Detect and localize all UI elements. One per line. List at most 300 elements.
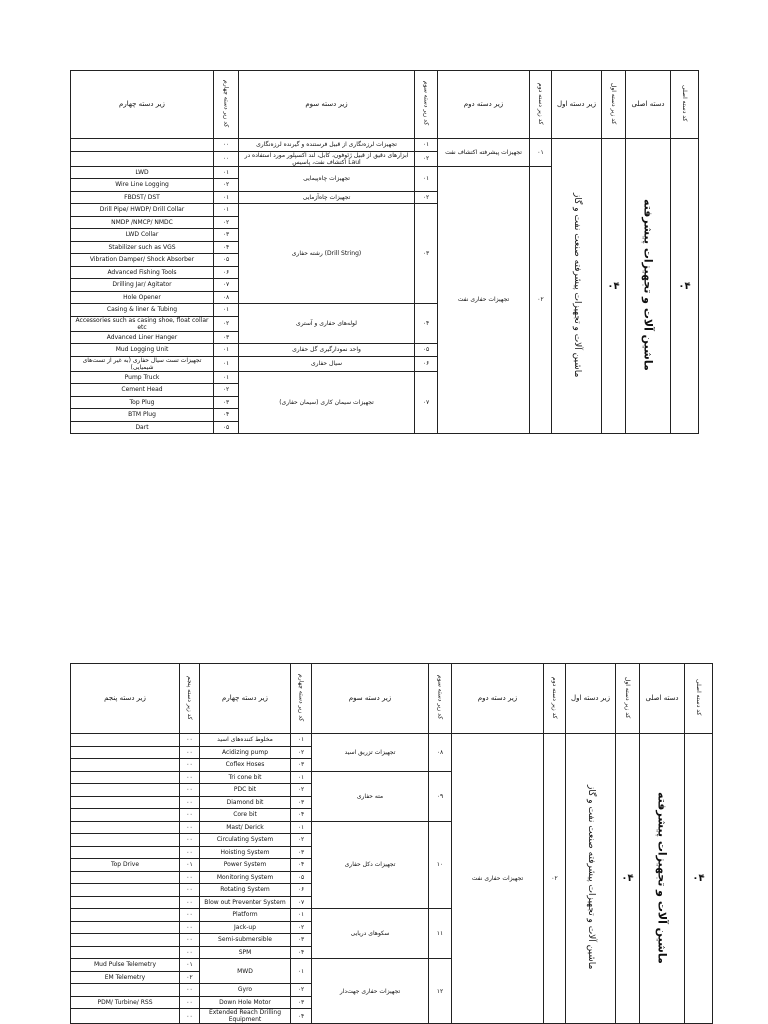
header-main-code-text: کد دسته اصلی xyxy=(681,85,688,122)
code4-cell xyxy=(291,909,312,922)
sub4-cell-text: Rotating System xyxy=(220,886,270,894)
code3-cell xyxy=(415,356,438,371)
sub4-cell-text: Casing & liner & Tubing xyxy=(106,306,178,314)
sub4-cell xyxy=(71,409,214,422)
sub4-cell-text: Platform xyxy=(232,911,258,919)
sub3-cell xyxy=(239,166,415,191)
code3-cell-text: ۰۵ xyxy=(422,346,430,354)
code4-cell xyxy=(291,871,312,884)
sub5-cell xyxy=(71,784,180,797)
sub4-cell-text: Coflex Hoses xyxy=(225,761,265,769)
sub4-cell xyxy=(200,821,291,834)
sub1-cell xyxy=(566,734,616,1024)
header-code5-text: کد زیر دسته پنجم xyxy=(186,675,193,720)
code3-cell-text: ۰۶ xyxy=(422,360,430,367)
header-sub1-text: زیر دسته اول xyxy=(557,100,596,108)
sub4-cell-text: NMDP /NMCP/ NMDC xyxy=(111,218,173,226)
code4-cell-text: ۰۴ xyxy=(297,811,305,819)
code4-cell-text: ۰۵ xyxy=(222,423,230,431)
sub3-cell-text: سکوهای دریایی xyxy=(350,930,390,937)
code4-cell xyxy=(214,254,239,267)
code5-cell xyxy=(180,896,200,909)
code4-cell xyxy=(291,759,312,772)
code5-cell-text: ۰۰ xyxy=(186,761,193,769)
code3-cell xyxy=(415,151,438,166)
code3-cell xyxy=(415,204,438,304)
code5-cell xyxy=(180,871,200,884)
code4-cell-text: ۰۳ xyxy=(297,761,305,769)
code4-cell-text: ۰۳ xyxy=(222,398,230,406)
header-code5 xyxy=(180,664,200,734)
code1-cell-text: ۰۴ xyxy=(621,873,634,884)
code5-cell xyxy=(180,809,200,822)
sub4-cell xyxy=(200,846,291,859)
code5-cell-text: ۰۰ xyxy=(186,736,193,744)
header-code4 xyxy=(291,664,312,734)
sub4-cell-text: Dart xyxy=(135,423,149,431)
header-code4-text: کد زیر دسته چهارم xyxy=(222,79,230,128)
sub4-cell xyxy=(71,216,214,229)
sub5-cell xyxy=(71,759,180,772)
sub4-cell xyxy=(200,921,291,934)
sub4-cell-text: Advanced Liner Hanger xyxy=(106,333,178,341)
main-cat-cell-text: ماشین آلات و تجهیزات پیشرفته xyxy=(641,199,655,371)
sub5-cell-text: PDM/ Turbine/ RSS xyxy=(97,998,153,1006)
code5-cell-text: ۰۰ xyxy=(186,886,193,894)
sub5-cell xyxy=(71,884,180,897)
code4-cell-text: ۰۲ xyxy=(297,923,305,931)
sub4-cell-text: Advanced Fishing Tools xyxy=(107,268,177,276)
code4-cell xyxy=(214,204,239,217)
code4-cell-text: ۰۵ xyxy=(297,873,305,881)
code4-cell xyxy=(291,784,312,797)
sub4-cell-text: BTM Plug xyxy=(128,411,156,419)
sub1-cell-text: ماشین آلات و تجهیزات پیشرفته صنعت نفت و گاز xyxy=(586,785,596,970)
code2-cell-text: ۰۲ xyxy=(551,875,558,882)
code3-cell-text: ۰۱ xyxy=(422,141,430,149)
sub4-cell xyxy=(71,356,214,371)
sub4-cell xyxy=(71,396,214,409)
sub4-cell xyxy=(71,384,214,397)
code4-cell-text: ۰۴ xyxy=(297,861,305,869)
sub4-cell-text: FBDST/ DST xyxy=(124,193,160,201)
header-code3-text: کد زیر دسته سوم xyxy=(422,81,430,126)
sub3-cell xyxy=(239,191,415,204)
code4-cell xyxy=(214,421,239,434)
code4-cell-text: ۰۲ xyxy=(222,320,230,327)
code5-cell xyxy=(180,971,200,984)
sub4-cell-text: Vibration Damper/ Shock Absorber xyxy=(89,256,195,264)
code5-cell-text: ۰۰ xyxy=(186,898,193,906)
sub2-cell-text: تجهیزات پیشرفته اکتشاف نفت xyxy=(445,148,522,156)
sub3-cell-text: ابزارهای دقیق از قبیل ژئوفون، کابل، لند اکسپلور مورد استفاده در اکتشاف نفت، پاسیس Laul xyxy=(244,151,409,166)
code5-cell-text: ۰۰ xyxy=(186,923,193,931)
header-code4-text: کد زیر دسته چهارم xyxy=(297,673,305,722)
code4-cell xyxy=(291,946,312,959)
sub3-cell xyxy=(239,204,415,304)
sub4-cell-text: Core bit xyxy=(233,811,257,819)
code4-cell xyxy=(291,934,312,947)
sub3-cell-text: لوله‌های حفاری و آستری xyxy=(296,320,357,327)
sub4-cell xyxy=(71,304,214,317)
header-code2-text: کد زیر دسته دوم xyxy=(537,82,544,125)
header-sub1 xyxy=(552,71,602,139)
code4-cell xyxy=(291,771,312,784)
code5-cell xyxy=(180,959,200,972)
header-main-text: دسته اصلی xyxy=(645,694,679,702)
code3-cell xyxy=(415,191,438,204)
code4-cell-text: ۰۳ xyxy=(297,936,305,944)
sub4-cell xyxy=(200,959,291,984)
main-cat-cell-text: ماشین آلات و تجهیزات پیشرفته xyxy=(655,791,669,964)
code4-cell-text: ۰۱ xyxy=(222,373,230,381)
header-code1-text: کد زیر دسته اول xyxy=(610,82,617,125)
sub4-cell xyxy=(71,229,214,242)
sub3-cell xyxy=(239,356,415,371)
sub2-cell-text: تجهیزات حفاری نفت xyxy=(457,296,510,304)
header-main-code xyxy=(671,71,699,139)
sub3-cell-text: تجهیزات تزریق اسید xyxy=(344,748,396,756)
code4-cell xyxy=(291,896,312,909)
code4-cell xyxy=(214,331,239,344)
code4-cell-text: ۰۲ xyxy=(297,748,305,756)
sub4-cell xyxy=(200,896,291,909)
sub4-cell xyxy=(200,809,291,822)
code4-cell-text: ۰۷ xyxy=(297,898,305,906)
sub5-cell xyxy=(71,959,180,972)
code5-cell xyxy=(180,946,200,959)
sub3-cell xyxy=(239,139,415,152)
code5-cell-text: ۰۰ xyxy=(186,948,193,956)
code3-cell-text: ۱۰ xyxy=(436,861,444,869)
header-mainCode xyxy=(685,664,713,734)
header-sub5 xyxy=(71,664,180,734)
code4-cell xyxy=(291,821,312,834)
code4-cell-text: ۰۱ xyxy=(297,736,305,744)
sub4-cell-text: Circulating System xyxy=(216,836,274,844)
code4-cell-text: ۰۲ xyxy=(222,386,230,394)
sub5-cell xyxy=(71,946,180,959)
code4-cell xyxy=(214,151,239,166)
sub4-cell-text: Hole Opener xyxy=(123,293,161,301)
code4-cell xyxy=(214,139,239,152)
sub4-cell-text: Power System xyxy=(223,861,267,869)
code4-cell-text: ۰۳ xyxy=(297,848,305,856)
sub3-cell xyxy=(312,959,429,1024)
sub4-cell-text: Diamond bit xyxy=(226,798,264,806)
code4-cell xyxy=(291,846,312,859)
code4-cell-text: ۰۰ xyxy=(222,155,230,162)
header-sub3-text: زیر دسته سوم xyxy=(305,100,348,108)
header-code1 xyxy=(602,71,626,139)
header-code3-text: کد زیر دسته سوم xyxy=(436,675,444,720)
sub1-cell-text: ماشین آلات و تجهیزات پیشرفته صنعت نفت و گاز xyxy=(572,192,582,378)
sub5-cell xyxy=(71,909,180,922)
code4-cell-text: ۰۲ xyxy=(297,836,305,844)
code3-cell-text: ۰۴ xyxy=(422,320,430,327)
code4-cell xyxy=(214,384,239,397)
code1-cell xyxy=(602,139,626,434)
code3-cell-text: ۱۱ xyxy=(436,930,444,937)
sub4-cell xyxy=(200,984,291,997)
code5-cell-text: ۰۰ xyxy=(186,848,193,856)
code4-cell-text: ۰۵ xyxy=(222,256,230,264)
code4-cell xyxy=(214,216,239,229)
sub4-cell xyxy=(71,139,214,152)
code2-cell xyxy=(530,166,552,434)
sub5-cell xyxy=(71,734,180,747)
sub2-cell xyxy=(438,139,530,167)
code5-cell xyxy=(180,921,200,934)
code4-cell xyxy=(291,734,312,747)
code4-cell xyxy=(291,834,312,847)
header-sub1 xyxy=(566,664,616,734)
sub4-cell-text: Cement Head xyxy=(121,386,163,394)
header-main-text: دسته اصلی xyxy=(631,100,665,108)
code4-cell-text: ۰۲ xyxy=(222,181,230,189)
code4-cell-text: ۰۱ xyxy=(222,206,230,214)
header-sub5-text: زیر دسته پنجم xyxy=(104,694,146,702)
sub4-cell xyxy=(71,191,214,204)
sub5-cell xyxy=(71,834,180,847)
sub5-cell xyxy=(71,871,180,884)
sub4-cell-text: MWD xyxy=(237,967,253,975)
sub4-cell-text: SPM xyxy=(238,948,252,956)
sub4-cell-text: LWD Collar xyxy=(125,231,159,239)
code4-cell xyxy=(214,344,239,357)
code3-cell xyxy=(415,166,438,191)
sub4-cell xyxy=(200,734,291,747)
sub3-cell xyxy=(312,821,429,909)
code5-cell xyxy=(180,909,200,922)
sub4-cell xyxy=(71,166,214,179)
sub4-cell xyxy=(200,771,291,784)
code4-cell xyxy=(214,266,239,279)
header-sub2 xyxy=(452,664,544,734)
code1-cell xyxy=(616,734,640,1024)
sub4-cell-text: Stabilizer such as VGS xyxy=(108,243,176,251)
code4-cell xyxy=(214,409,239,422)
code5-cell xyxy=(180,734,200,747)
main-code-cell xyxy=(685,734,713,1024)
code5-cell-text: ۰۰ xyxy=(186,748,193,756)
sub5-cell xyxy=(71,771,180,784)
sub5-cell xyxy=(71,821,180,834)
code5-cell-text: ۰۰ xyxy=(186,836,193,844)
code3-cell-text: ۰۲ xyxy=(422,155,430,162)
code4-cell xyxy=(291,809,312,822)
code4-cell xyxy=(214,166,239,179)
code3-cell-text: ۰۳ xyxy=(422,250,430,257)
code3-cell xyxy=(429,734,452,772)
code3-cell xyxy=(415,371,438,434)
sub3-cell xyxy=(312,909,429,959)
code5-cell-text: ۰۰ xyxy=(186,986,193,994)
sub4-cell-text: Acidizing pump xyxy=(221,748,269,756)
header-code2-text: کد زیر دسته دوم xyxy=(551,676,558,719)
header-sub4 xyxy=(71,71,214,139)
sub4-cell-text: Tri cone bit xyxy=(228,773,262,781)
sub3-cell-text: تجهیزات حفاری جهت‌دار xyxy=(339,987,401,995)
sub3-cell xyxy=(239,304,415,344)
sub4-cell-text: Pump Truck xyxy=(124,373,160,381)
code4-cell xyxy=(291,959,312,984)
sub5-cell xyxy=(71,921,180,934)
sub3-cell-text: تجهیزات چاه‌پیمایی xyxy=(303,175,350,182)
sub4-cell xyxy=(71,266,214,279)
code4-cell xyxy=(291,1009,312,1024)
code5-cell xyxy=(180,834,200,847)
sub4-cell xyxy=(200,884,291,897)
sub4-cell-text: Extended Reach Drilling Equipment xyxy=(208,1009,282,1023)
code3-cell-text: ۰۷ xyxy=(422,398,430,406)
code5-cell xyxy=(180,759,200,772)
sub4-cell xyxy=(200,834,291,847)
sub4-cell-text: PDC bit xyxy=(233,786,257,794)
code5-cell-text: ۰۰ xyxy=(186,823,193,831)
code2-cell-text: ۰۱ xyxy=(537,148,544,156)
header-sub4-text: زیر دسته چهارم xyxy=(222,694,268,702)
code3-cell xyxy=(429,909,452,959)
code4-cell-text: ۰۱ xyxy=(222,346,230,354)
sub4-cell xyxy=(200,996,291,1009)
code3-cell xyxy=(429,821,452,909)
sub4-cell xyxy=(200,1009,291,1024)
code3-cell xyxy=(415,344,438,357)
sub4-cell xyxy=(200,909,291,922)
code4-cell-text: ۰۲ xyxy=(222,218,230,226)
sub4-cell xyxy=(200,871,291,884)
code5-cell xyxy=(180,784,200,797)
sub2-cell-text: تجهیزات حفاری نفت xyxy=(471,875,524,882)
code4-cell xyxy=(291,884,312,897)
code4-cell xyxy=(291,921,312,934)
sub5-cell-text: Mud Pulse Telemetry xyxy=(93,961,156,969)
code3-cell xyxy=(415,304,438,344)
sub3-cell-text: رشته حفاری (Drill String) xyxy=(291,250,362,257)
sub3-cell-text: سیال حفاری xyxy=(310,360,343,367)
code4-cell-text: ۰۳ xyxy=(297,998,305,1006)
sub3-cell xyxy=(239,344,415,357)
code5-cell-text: ۰۰ xyxy=(186,936,193,944)
main-code-cell-text: ۰۴ xyxy=(678,280,691,292)
sub4-cell xyxy=(200,759,291,772)
header-code3 xyxy=(415,71,438,139)
code3-cell-text: ۰۹ xyxy=(436,792,444,800)
sub4-cell xyxy=(200,746,291,759)
code5-cell xyxy=(180,846,200,859)
code5-cell-text: ۰۰ xyxy=(186,1012,193,1020)
header-code2 xyxy=(530,71,552,139)
code5-cell xyxy=(180,771,200,784)
code5-cell-text: ۰۰ xyxy=(186,998,193,1006)
code4-cell-text: ۰۳ xyxy=(297,798,305,806)
code4-cell-text: ۰۳ xyxy=(222,231,230,239)
code4-cell-text: ۰۱ xyxy=(297,911,305,919)
code5-cell xyxy=(180,859,200,872)
header-main xyxy=(626,71,671,139)
code5-cell-text: ۰۰ xyxy=(186,811,193,819)
sub5-cell xyxy=(71,859,180,872)
sub4-cell xyxy=(200,796,291,809)
sub3-cell-text: تجهیزات دکل حفاری xyxy=(344,861,396,869)
sub4-cell xyxy=(71,241,214,254)
code4-cell-text: ۰۶ xyxy=(222,268,230,276)
code5-cell-text: ۰۰ xyxy=(186,773,193,781)
code4-cell xyxy=(291,796,312,809)
sub3-cell-text: واحد نمودارگیری گل حفاری xyxy=(292,346,361,354)
sub5-cell xyxy=(71,1009,180,1024)
code4-cell xyxy=(291,984,312,997)
category-table-2 xyxy=(70,663,713,1024)
sub5-cell xyxy=(71,896,180,909)
code2-cell xyxy=(530,139,552,167)
code5-cell-text: ۰۰ xyxy=(186,911,193,919)
sub4-cell-text: Jack-up xyxy=(234,923,256,931)
code4-cell-text: ۰۱ xyxy=(222,306,230,314)
code5-cell xyxy=(180,1009,200,1024)
sub4-cell-text: Hoisting System xyxy=(220,848,270,856)
sub4-cell-text: مخلوط کننده‌های اسید xyxy=(217,736,273,744)
sub5-cell xyxy=(71,746,180,759)
code4-cell-text: ۰۴ xyxy=(222,243,230,251)
sub4-cell xyxy=(71,421,214,434)
code4-cell xyxy=(214,191,239,204)
code4-cell xyxy=(214,356,239,371)
sub3-cell-text: تجهیزات چاه‌آزمایی xyxy=(302,193,351,201)
code3-cell xyxy=(415,139,438,152)
code4-cell-text: ۰۴ xyxy=(297,1012,305,1020)
header-code4 xyxy=(214,71,239,139)
code4-cell-text: ۰۱ xyxy=(222,360,230,367)
code3-cell xyxy=(429,771,452,821)
sub3-cell xyxy=(239,371,415,434)
sub4-cell-text: Drill Pipe/ HWDP/ Drill Collar xyxy=(99,206,185,214)
sub2-cell xyxy=(438,166,530,434)
code4-cell xyxy=(214,316,239,331)
sub3-cell xyxy=(312,771,429,821)
sub5-cell xyxy=(71,971,180,984)
code4-cell xyxy=(291,746,312,759)
code4-cell-text: ۰۲ xyxy=(297,986,305,994)
sub4-cell xyxy=(71,179,214,192)
sub5-cell xyxy=(71,984,180,997)
sub2-cell xyxy=(452,734,544,1024)
code4-cell-text: ۰۱ xyxy=(297,967,305,975)
header-sub2 xyxy=(438,71,530,139)
category-table-1 xyxy=(70,70,699,434)
code4-cell xyxy=(214,279,239,292)
sub4-cell-text: Down Hole Motor xyxy=(219,998,271,1006)
code2-cell-text: ۰۲ xyxy=(537,296,544,304)
sub4-cell-text: Semi-submersible xyxy=(218,936,272,944)
sub5-cell xyxy=(71,809,180,822)
code5-cell-text: ۰۲ xyxy=(186,973,193,981)
sub4-cell-text: Gyro xyxy=(237,986,253,994)
code4-cell-text: ۰۱ xyxy=(297,823,305,831)
main-code-cell-text: ۰۴ xyxy=(692,873,705,884)
main-code-cell xyxy=(671,139,699,434)
sub4-cell-text: Mast/ Derick xyxy=(226,823,264,831)
sub4-cell xyxy=(71,291,214,304)
sub4-cell xyxy=(200,859,291,872)
header-code1 xyxy=(616,664,640,734)
header-sub4-text: زیر دسته چهارم xyxy=(119,100,165,108)
code5-cell-text: ۰۰ xyxy=(186,798,193,806)
main-cat-cell xyxy=(626,139,671,434)
sub4-cell xyxy=(200,946,291,959)
sub5-cell-text: Top Drive xyxy=(110,861,140,869)
